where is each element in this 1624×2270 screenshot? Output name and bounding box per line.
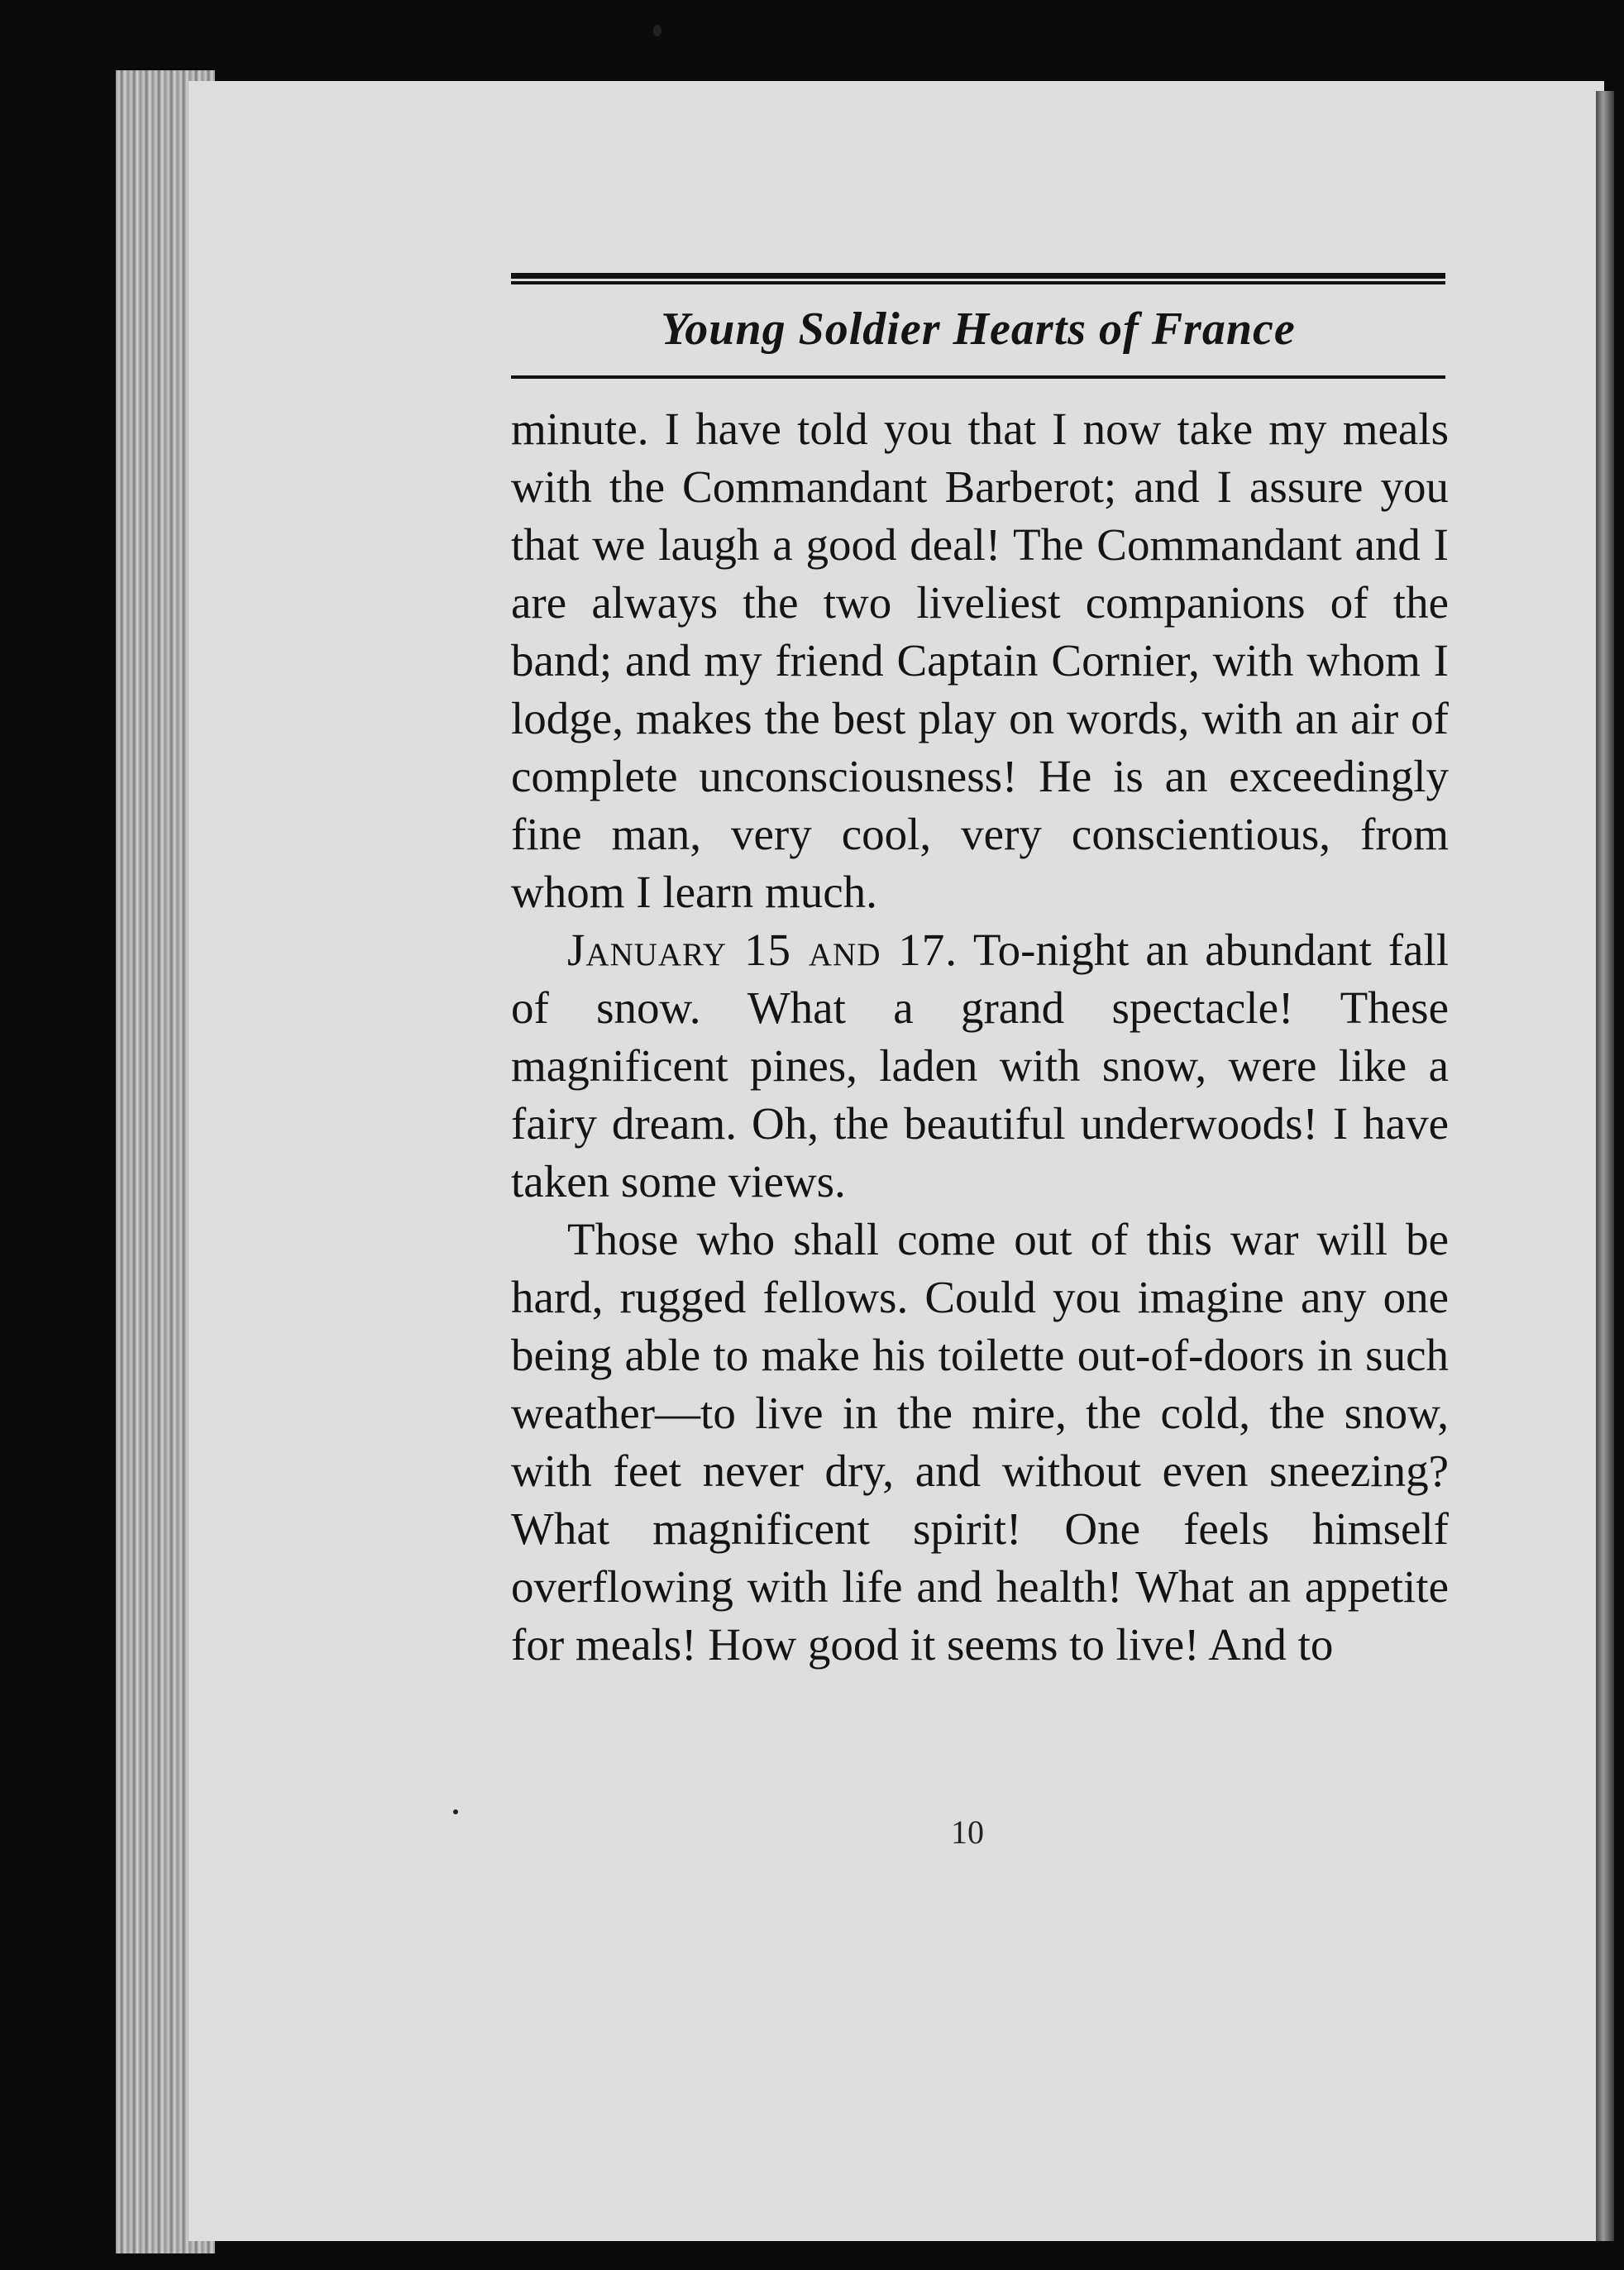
page-number: 10 xyxy=(951,1814,984,1851)
entry-date: January 15 and 17. xyxy=(567,925,958,975)
running-head: Young Soldier Hearts of France xyxy=(661,303,1296,355)
scan-speck xyxy=(653,25,662,36)
header-rule xyxy=(511,375,1445,379)
paragraph-text: To-night an abundant fall of snow. What a grand spectacle! These magnificent pines, laden with snow, were like a fairy dream. Oh, the beautiful underwoods! I have taken some views. xyxy=(511,925,1450,1207)
page-right-edge xyxy=(1596,91,1614,2241)
paragraph-text: minute. I have told you that I now take my meals with the Commandant Barberot; and I assure you that we laugh a good deal! The Commandant and I are always the two liveliest companions of the band; and my friend Captain Cornier, with whom I lodge, makes the best play on words, with an air of complete unconsciousness! He is an exceedingly fine man, very cool, very conscientious, from whom I learn much. xyxy=(511,404,1449,917)
paragraph-1 xyxy=(511,400,1449,921)
paragraph-2 xyxy=(511,921,1449,1211)
body-text xyxy=(511,400,1449,1674)
paragraph-text: Those who shall come out of this war will be hard, rugged fellows. Could you imagine any one being able to make his toilette out-of-doors in such weather—to live in the mire, the cold, the snow, with feet never dry, and without even sneezing? What magnificent spirit! One feels himself overflowing with life and health! What an appetite for meals! How good it seems to live! And to xyxy=(511,1214,1449,1670)
paragraph-3 xyxy=(511,1211,1449,1674)
header-double-rule xyxy=(511,273,1445,284)
scan-speck xyxy=(453,1809,458,1814)
